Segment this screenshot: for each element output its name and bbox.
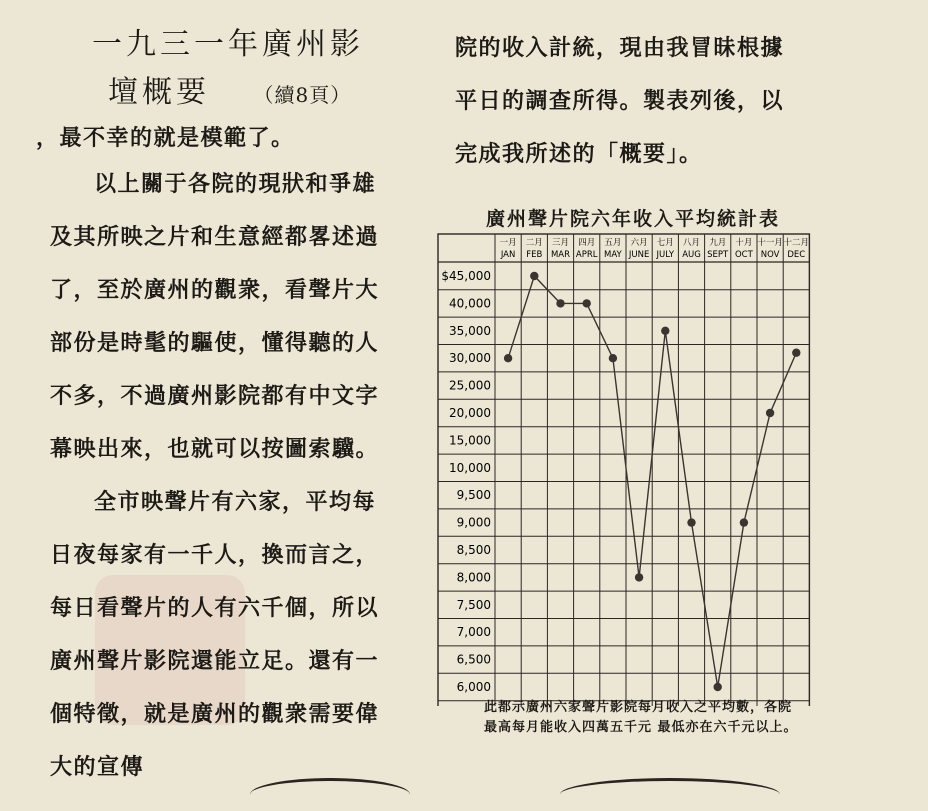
data-point	[792, 349, 800, 357]
month-label-en: MAY	[604, 250, 622, 260]
continuation-note: （續8頁）	[253, 83, 352, 107]
chart-note: 此都示廣州六家聲片影院每月收入之平均數，各院最高每月能收入四萬五千元 最低亦在六千元以上。	[484, 700, 798, 735]
right-line-3: 完成我所述的「概要」。	[455, 141, 703, 167]
month-label-cn: 八月	[682, 238, 701, 248]
data-point	[583, 299, 591, 307]
data-point	[766, 409, 774, 417]
body-line-11: 廣州聲片影院還能立足。還有一	[50, 648, 380, 674]
data-point	[687, 518, 695, 526]
data-point	[530, 272, 538, 280]
body-line-1: ，最不幸的就是模範了。	[36, 125, 295, 151]
month-label-en: JUNE	[628, 250, 650, 260]
y-tick-label: 8,000	[456, 570, 491, 585]
month-label-en: OCT	[734, 250, 753, 260]
y-tick-label: 35,000	[449, 323, 491, 338]
y-tick-label: 25,000	[449, 378, 491, 393]
body-line-7: 幕映出來，也就可以按圖索驥。	[50, 436, 380, 462]
revenue-line-chart	[430, 226, 830, 706]
chart-frame	[438, 234, 809, 706]
month-label-cn: 一月	[499, 238, 517, 248]
y-tick-label: 7,000	[456, 625, 491, 640]
body-line-13: 大的宣傳	[50, 754, 145, 780]
data-point	[556, 299, 564, 307]
month-label-cn: 三月	[551, 238, 570, 248]
month-label-cn: 五月	[604, 238, 622, 248]
month-label-cn: 七月	[656, 238, 674, 248]
decorative-arc-right	[560, 778, 780, 811]
month-label-en: FEB	[526, 250, 543, 260]
month-label-cn: 四月	[578, 238, 596, 248]
data-point	[609, 354, 617, 362]
y-tick-label: 15,000	[449, 433, 491, 448]
body-line-2: 以上關于各院的現狀和爭雄	[94, 171, 377, 197]
y-tick-label: 7,500	[456, 597, 491, 612]
body-line-4: 了，至於廣州的觀衆，看聲片大	[50, 277, 380, 303]
y-tick-label: $45,000	[441, 269, 491, 283]
body-line-12: 個特徵，就是廣州的觀衆需要偉	[50, 701, 380, 727]
y-tick-label: 10,000	[449, 460, 491, 475]
y-tick-label: 6,000	[456, 680, 491, 694]
right-column	[455, 22, 845, 181]
month-label-en: SEPT	[707, 250, 729, 260]
month-label-en: JAN	[500, 250, 516, 260]
y-tick-label: 30,000	[449, 351, 491, 366]
month-label-cn: 二月	[525, 238, 543, 248]
y-tick-label: 8,500	[456, 543, 491, 557]
data-point	[661, 327, 669, 335]
body-line-8: 全市映聲片有六家，平均每	[94, 489, 377, 515]
y-tick-label: 40,000	[449, 296, 491, 311]
data-point	[740, 518, 748, 526]
y-tick-label: 6,500	[456, 652, 491, 667]
y-tick-label: 9,500	[456, 488, 491, 503]
body-line-10: 每日看聲片的人有六千個，所以	[50, 595, 380, 621]
month-label-cn: 十月	[735, 238, 753, 248]
article-title-line1: 一九三一年廣州影	[92, 27, 364, 62]
month-label-en: AUG	[682, 250, 701, 260]
right-line-2: 平日的調查所得。製表列後，以	[455, 88, 785, 114]
body-line-5: 部份是時髦的驅使，懂得聽的人	[50, 330, 380, 356]
data-point	[504, 354, 512, 362]
month-label-en: MAR	[550, 250, 571, 260]
data-point	[714, 683, 722, 691]
month-label-en: APRL	[575, 250, 598, 260]
body-line-6: 不多，不過廣州影院都有中文字	[50, 383, 380, 409]
month-label-en: NOV	[760, 250, 780, 260]
y-tick-label: 20,000	[449, 406, 491, 420]
month-label-cn: 十一月	[757, 238, 783, 248]
month-label-en: JULY	[656, 250, 675, 260]
month-label-cn: 十二月	[783, 238, 810, 248]
data-point	[635, 573, 643, 581]
decorative-arc-left	[250, 778, 410, 811]
body-line-3: 及其所映之片和生意經都畧述過	[50, 224, 380, 250]
month-label-cn: 六月	[630, 238, 648, 248]
body-line-9: 日夜每家有一千人，換而言之，	[50, 542, 380, 568]
month-label-en: DEC	[787, 250, 806, 260]
article-title-line2	[108, 68, 420, 118]
chart-title: 廣州聲片院六年收入平均統計表	[485, 208, 780, 230]
y-tick-label: 9,000	[456, 515, 491, 530]
left-column	[36, 22, 420, 794]
month-label-cn: 九月	[709, 238, 727, 248]
article-title-line2-text: 壇概要	[108, 75, 210, 110]
right-line-1: 院的收入計統，現由我冒昧根據	[455, 35, 785, 61]
